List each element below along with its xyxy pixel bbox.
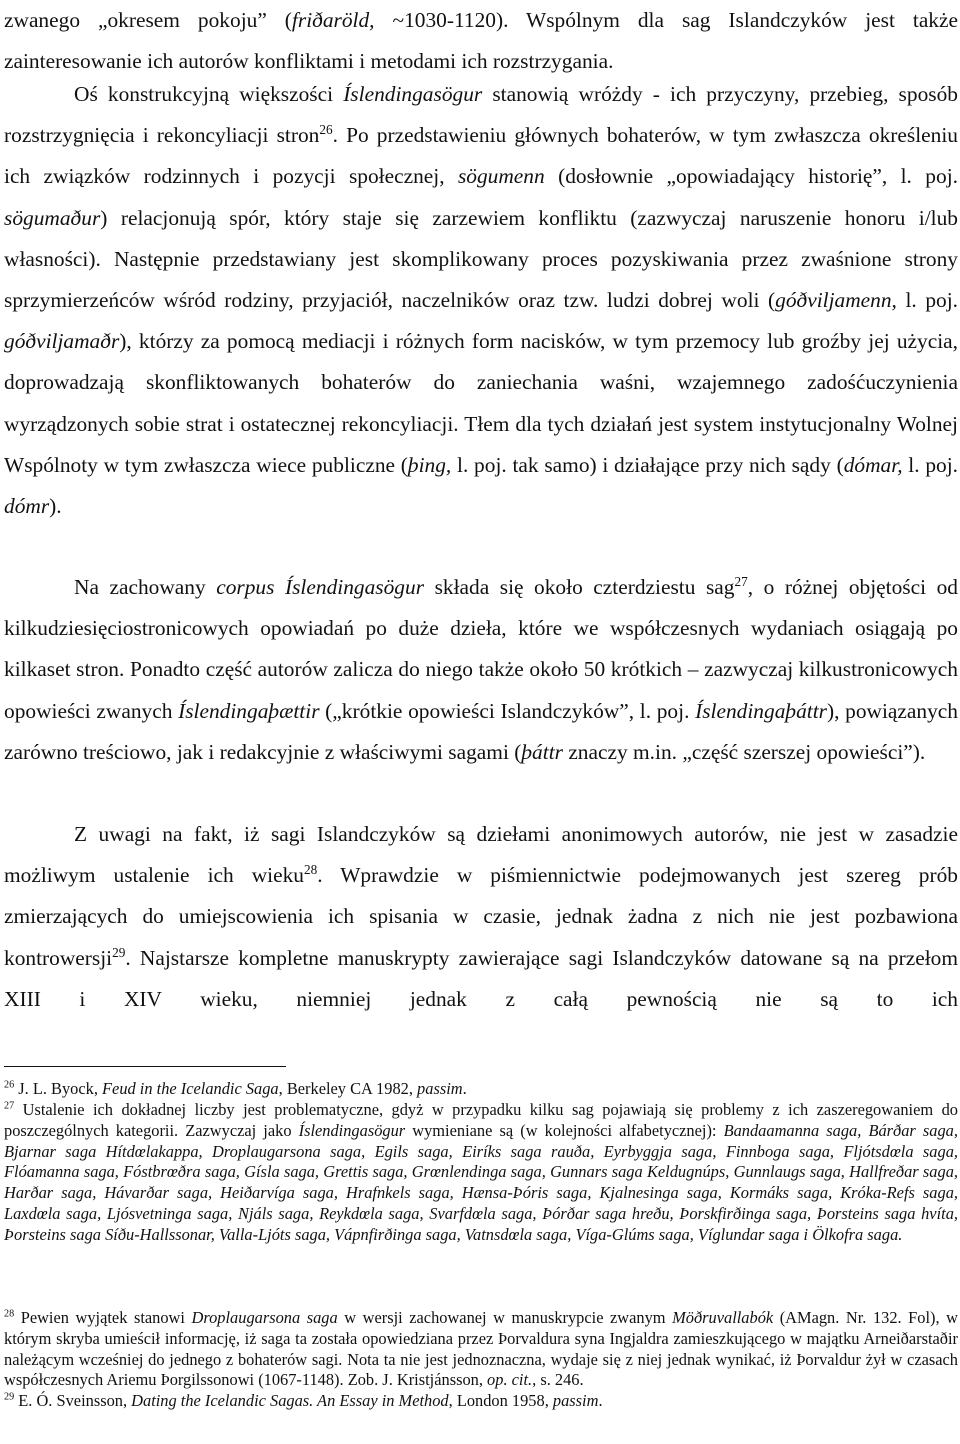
text-run: (dosłownie „opowiadający historię”, l. poj. xyxy=(544,164,958,189)
text-run: znaczy m.in. „część szerszej opowieści”). xyxy=(562,739,926,764)
footnote-reference: 27 xyxy=(734,573,748,589)
italic-text-run: góðviljamenn, xyxy=(775,288,897,313)
italic-text-run: dómr xyxy=(4,494,50,519)
italic-text-run: sögumaður xyxy=(4,205,101,230)
italic-text-run: Dating the Icelandic Sagas. An Essay in Method xyxy=(131,1391,449,1410)
text-run: w wersji zachowanej w manuskrypcie zwanym xyxy=(337,1308,673,1327)
text-run: ), powiązanych zarówno treściowo, jak i redakcyjnie z właściwymi sagami ( xyxy=(4,698,958,764)
footnote-reference: 26 xyxy=(319,121,333,137)
text-run: (AMagn. Nr. 132. Fol), w którym skryba umieścił informację, iż saga ta została opowiedziana przez Þorvaldura syna Ingjaldra zamieszkującego w majątku Arneiðarstaðir należącym wcześniej do jednego z bohaterów sagi. Nota ta nie jest jednoznaczna, wydaje się z niej jednak wynikać, iż Þorvaldur żył w czasach współczesnych Ariemu Þorgilssonowi (1067-1148). Zob. J. Kristjánsson, xyxy=(4,1308,958,1390)
paragraph-corpus xyxy=(4,567,958,773)
text-run: , o różnej objętości od kilkudziesięciostronicowych opowiadań po duże dzieła, które we współczesnych wydaniach osiągają po kilkaset stron. Ponadto część autorów zalicza do niego także około 50 krótkich – zazwyczaj kilkustronicowych opowieści zwanych xyxy=(4,575,958,723)
paragraph-dating xyxy=(4,814,958,1020)
italic-text-run: Droplaugarsona saga xyxy=(191,1308,338,1327)
italic-text-run: Íslendingaþáttr xyxy=(695,698,827,723)
text-run: , Berkeley CA 1982, xyxy=(278,1079,418,1098)
italic-text-run: góðviljamaðr xyxy=(4,329,120,354)
italic-text-run: Möðruvallabók xyxy=(672,1308,774,1327)
italic-text-run: corpus Íslendingasögur xyxy=(216,575,425,599)
italic-text-run: Íslendingaþættir xyxy=(178,698,320,723)
footnote-28 xyxy=(4,1308,958,1391)
text-run: , s. 246. xyxy=(532,1370,584,1390)
text-run: J. L. Byock, xyxy=(14,1079,103,1098)
paragraph-feud-structure xyxy=(4,74,958,527)
italic-text-run: þáttr xyxy=(521,739,563,764)
text-run: l. poj. xyxy=(902,452,959,477)
text-run: Oś konstrukcyjną większości xyxy=(74,82,344,106)
text-run: , London 1958, xyxy=(448,1391,553,1410)
footnote-reference: 28 xyxy=(4,1308,15,1320)
text-run: Z uwagi na fakt, iż sagi Islandczyków są dziełami anonimowych autorów, nie jest w zasadzie możliwym ustalenie ich wieku xyxy=(4,822,958,888)
text-run: . xyxy=(598,1391,603,1410)
text-run: stanowią wróżdy - ich przyczyny, przebieg, sposób rozstrzygnięcia i rekoncyliacji stron xyxy=(4,82,958,148)
text-run: Ustalenie ich dokładnej liczby jest problematyczne, gdyż w przypadku kilku sag pojawiają się problemy z ich zaszeregowaniem do poszczególnych kategorii. Zazwyczaj jako xyxy=(4,1100,958,1140)
text-run: l. poj. xyxy=(896,288,958,313)
footnote-reference: 28 xyxy=(304,861,318,877)
text-run: E. Ó. Sveinsson, xyxy=(14,1391,132,1410)
text-run: . Najstarsze kompletne manuskrypty zawierające sagi Islandczyków datowane są na przełom XIII i XIV wieku, niemniej jednak z całą pewnością nie są to ich xyxy=(4,945,958,1011)
footnote-reference: 29 xyxy=(112,944,126,960)
text-run: . Po przedstawieniu głównych bohaterów, w tym zwłaszcza określeniu ich związków rodzinnych i pozycji społecznej, xyxy=(4,123,958,189)
italic-text-run: Íslendingasögur xyxy=(298,1120,406,1140)
text-run: wymieniane są (w kolejności alfabetycznej): xyxy=(405,1120,724,1140)
text-run: Pewien wyjątek stanowi xyxy=(14,1308,192,1327)
italic-text-run: Feud in the Icelandic Saga xyxy=(102,1079,279,1098)
text-run: l. poj. tak samo) i działające przy nich sądy ( xyxy=(451,452,844,477)
italic-text-run: sögumenn xyxy=(457,164,545,189)
footnote-reference: 29 xyxy=(4,1391,15,1403)
text-run: ~1030-1120). Wspólnym dla sag Islandczyków jest także zainteresowanie ich autorów konfliktami i metodami ich rozstrzygania. xyxy=(4,8,958,74)
text-run: („krótkie opowieści Islandczyków”, l. poj. xyxy=(319,698,696,723)
footnote-27 xyxy=(4,1100,958,1246)
italic-text-run: passim xyxy=(552,1391,599,1410)
italic-text-run: Íslendingasögur xyxy=(343,82,483,106)
text-run: Na zachowany xyxy=(74,575,217,599)
italic-text-run: þing, xyxy=(407,452,452,477)
text-run: ). xyxy=(49,494,62,519)
text-run: składa się około czterdziestu sag xyxy=(424,575,735,599)
italic-text-run: dómar, xyxy=(843,452,903,477)
text-run: zwanego „okresem pokoju” ( xyxy=(4,8,292,32)
footnote-separator xyxy=(4,1066,286,1067)
text-run: . Wprawdzie w piśmiennictwie podejmowanych jest szereg prób zmierzających do umiejscowienia ich spisania w czasie, jednak żadna z nich nie jest pozbawiona kontrowersji xyxy=(4,863,958,970)
text-run: ) relacjonują spór, który staje się zarzewiem konfliktu (zazwyczaj naruszenie honoru i/lub własności). Następnie przedstawiany jest skomplikowany proces pozyskiwania przez zwaśnione strony sprzymierzeńców wśród rodziny, przyjaciół, naczelników oraz tzw. ludzi dobrej woli ( xyxy=(4,205,958,313)
footnote-reference: 27 xyxy=(4,1100,15,1112)
italic-text-run: Bandaamanna saga, Bárðar saga, Bjarnar saga Hítdœlakappa, Droplaugarsona saga, Egils saga, Eiríks saga rauða, Eyrbyggja saga, Finnboga saga, Fljótsdœla saga, Flóamanna saga, Fóstbrœðra saga, Gísla saga, Grettis saga, Grœnlendinga saga, Gunnars saga Keldugnúps, Gunnlaugs saga, Hallfreðar saga, Harðar saga, Hávarðar saga, Heiðarvíga saga, Hrafnkels saga, Hænsa-Þóris saga, Kjalnesinga saga, Kormáks saga, Króka-Refs saga, Laxdœla saga, Ljósvetninga saga, Njáls saga, Reykdœla saga, Svarfdœla saga, Þórðar saga hreðu, Þorskfirðinga saga, Þorsteins saga hvíta, Þorsteins saga Síðu-Hallssonar, Valla-Ljóts saga, Vápnfirðinga saga, Vatnsdœla saga, Víga-Glúms saga, Víglundar saga i Ölkofra saga. xyxy=(4,1120,958,1244)
text-run: ), którzy za pomocą mediacji i różnych form nacisków, w tym przemocy lub groźby jej użycia, doprowadzają skonfliktowanych bohaterów do zaniechania waśni, wzajemnego zadośćuczynienia wyrządzonych sobie strat i ostatecznej rekoncyliacji. Tłem dla tych działań jest system instytucjonalny Wolnej Wspólnoty w tym zwłaszcza wiece publiczne ( xyxy=(4,329,958,477)
text-run: . xyxy=(462,1079,467,1098)
italic-text-run: friðaröld, xyxy=(291,8,375,32)
footnote-29 xyxy=(4,1391,958,1412)
italic-text-run: op. cit. xyxy=(487,1370,533,1390)
footnote-reference: 26 xyxy=(4,1079,15,1091)
footnote-26 xyxy=(4,1079,958,1100)
italic-text-run: passim xyxy=(417,1079,463,1098)
paragraph-continuation xyxy=(4,0,958,82)
